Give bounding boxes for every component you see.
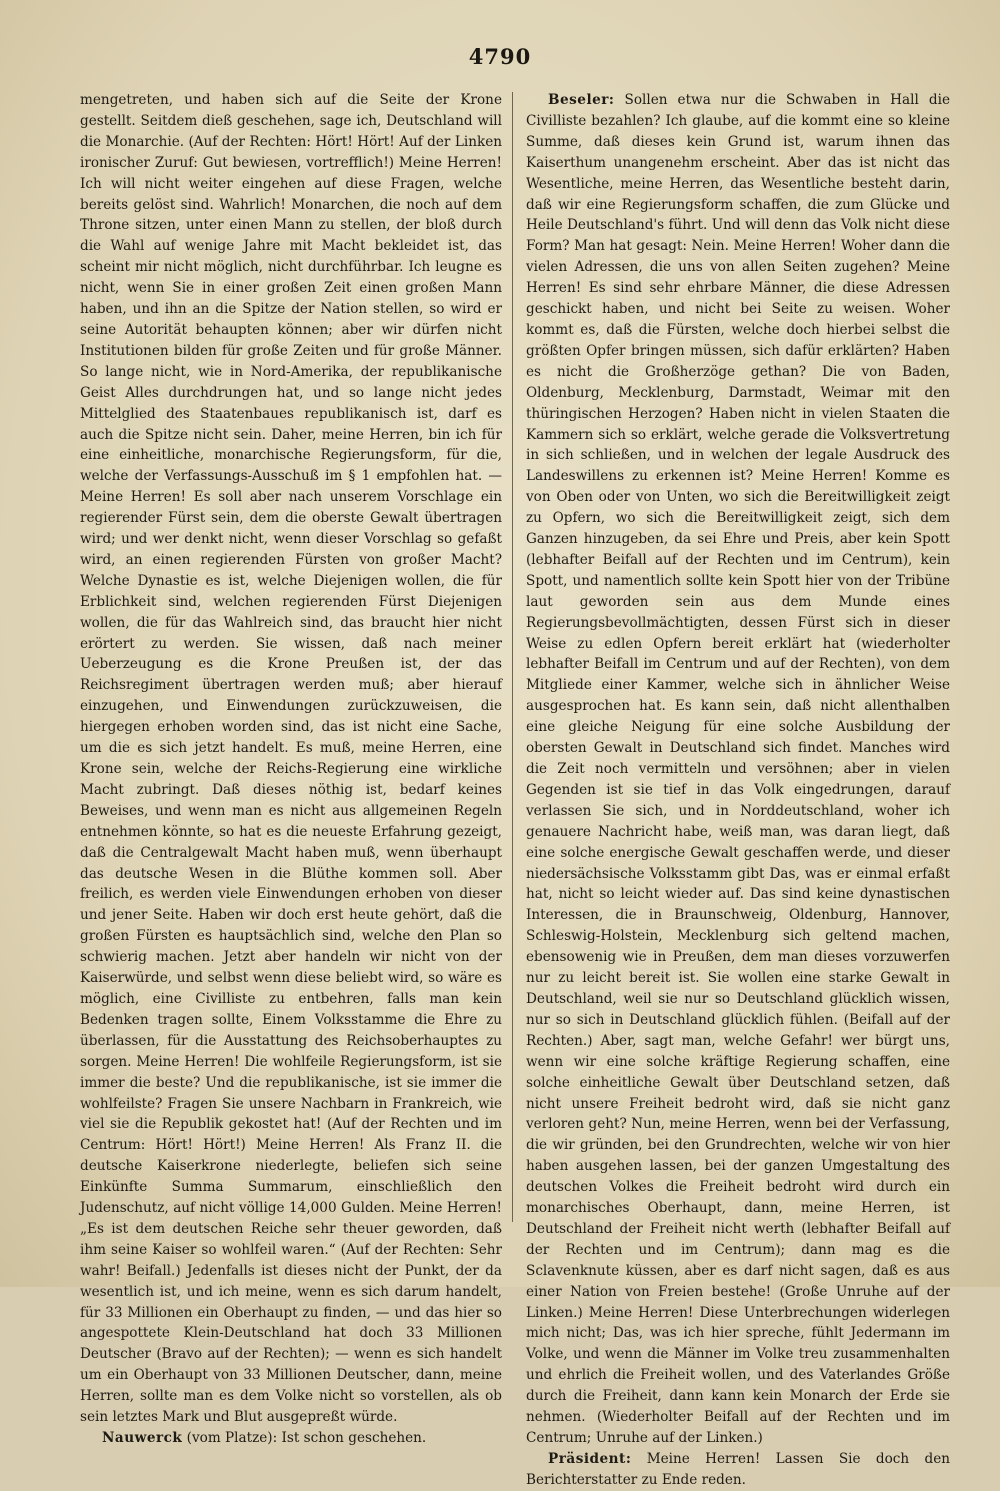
left-column-text: mengetreten, und haben sich auf die Seite der Krone gestellt. Seitdem dieß geschehen, sage ich, Deutschland will die Monarchie. (Auf der Rechten: Hört! Hört! Auf der Linken ironischer Zuruf: Gut bewiesen, vortrefflich!) Meine Herren! Ich will nicht weiter eingehen auf diese Fragen, welche bereits gelöst sind. Wahrlich! Monarchen, die noch auf dem Throne sitzen, unter einen Mann zu stellen, der bloß durch die Wahl auf wenige Jahre mit Macht bekleidet ist, das scheint mir nicht möglich, nicht durchführbar. Ich leugne es nicht, wenn Sie in einer großen Zeit einen großen Mann haben, und ihn an die Spitze der Nation stellen, so wird er seine Autorität behaupten können; aber wir dürfen nicht Institutionen bilden für große Zeiten und für große Männer. So lange nicht, wie in Nord-Amerika, der republikanische Geist Alles durchdrungen hat, und so lange nicht jedes Mittelglied des Staatenbaues republikanisch ist, darf es auch die Spitze nicht sein. Daher, meine Herren, bin ich für eine einheitliche, monarchische Regierungsform, für die, welche der Verfassungs-Ausschuß im § 1 empfohlen hat. — Meine Herren! Es soll aber nach unserem Vorschlage ein regierender Fürst sein, dem die oberste Gewalt übertragen wird; und wer denkt nicht, wenn dieser Vorschlag so gefaßt wird, an einen regierenden Fürsten von großer Macht? Welche Dynastie es ist, welche Diejenigen wollen, die für Erblichkeit sind, welchen regierenden Fürst Diejenigen wollen, die für das Wahlreich sind, das braucht hier nicht erörtert zu werden. Sie wissen, daß nach meiner Ueberzeugung es die Krone Preußen ist, der das Reichsregiment übertragen werden muß; aber hierauf einzugehen, und Einwendungen zurückzuweisen, die hiergegen erhoben worden sind, das ist nicht eine Sache, um die es sich jetzt handelt. Es muß, meine Herren, eine Krone sein, welche der Reichs-Regierung eine wirkliche Macht zubringt. Daß dieses nöthig ist, bedarf keines Beweises, und wenn man es nicht aus allgemeinen Regeln entnehmen könnte, so hat es die neueste Erfahrung gezeigt, daß die Centralgewalt Macht haben muß, wenn überhaupt das deutsche Wesen in die Blüthe kommen soll. Aber freilich, es werden viele Einwendungen erhoben von dieser und jener Seite. Haben wir doch erst heute gehört, daß die großen Fürsten es hauptsächlich sind, welche den Plan so schwierig machen. Jetzt aber handeln wir nicht von der Kaiserwürde, und selbst wenn diese beliebt wird, so wäre es möglich, eine Civilliste zu entbehren, falls man kein Bedenken tragen sollte, Einem Volksstamme die Ehre zu überlassen, für die Ausstattung des Reichsoberhauptes zu sorgen. Meine Herren! Die wohlfeile Regierungsform, ist sie immer die beste? Und die republikanische, ist sie immer die wohlfeilste? Fragen Sie unsere Nachbarn in Frankreich, wie viel sie die Republik gekostet hat! (Auf der Rechten und im Centrum: Hört! Hört!) Meine Herren! Als Franz II. die deutsche Kaiserkrone niederlegte, beliefen sich seine Einkünfte Summa Summarum, einschließlich den Judenschutz, auf nicht völlige 14,000 Gulden. Meine Herren! „Es ist dem deutschen Reiche sehr theuer geworden, daß ihm seine Kaiser so wohlfeil waren.“ (Auf der Rechten: Sehr wahr! Beifall.) Jedenfalls ist dieses nicht der Punkt, der da wesentlich ist, und ich meine, wenn es sich darum handelt, für 33 Millionen ein Oberhaupt zu finden, — und das hier so angespottete Klein-Deutschland hat doch 33 Millionen Deutscher (Bravo auf der Rechten); — wenn es sich handelt um ein Oberhaupt von 33 Millionen Deutscher, dann, meine Herren, sollte man es dem Volke nicht so vorstellen, als ob sein letztes Mark und Blut ausgepreßt würde.	[80, 92, 502, 1426]
left-column	[80, 90, 502, 1449]
right-column	[526, 90, 950, 1491]
speaker-name-nauwerck: Nauwerck	[102, 1430, 183, 1446]
speaker-name-president: Präsident:	[548, 1450, 632, 1467]
interjection-paragraph	[80, 1428, 502, 1449]
speech-president	[526, 1449, 950, 1491]
speech-text-beseler: Sollen etwa nur die Schwaben in Hall die Civilliste bezahlen? Ich glaube, auf die kommt eine so kleine Summe, daß dieses kein Grund ist, warum ihnen das Kaiserthum unangenehm erscheint. Aber das ist nicht das Wesentliche, meine Herren, das Wesentliche besteht darin, daß wir eine Regierungsform schaffen, die zum Glücke und Heile Deutschland's führt. Und will denn das Volk nicht diese Form? Man hat gesagt: Nein. Meine Herren! Woher dann die vielen Adressen, die uns von allen Seiten zugehen? Meine Herren! Es sind sehr ehrbare Männer, die diese Adressen geschickt haben, und nicht bei Seite zu weisen. Woher kommt es, daß die Fürsten, welche doch hierbei selbst die größten Opfer bringen müssen, sich dafür erklärten? Haben es nicht die Großherzöge gethan? Die von Baden, Oldenburg, Mecklenburg, Darmstadt, Weimar mit den thüringischen Herzogen? Haben nicht in vielen Staaten die Kammern sich so erklärt, welche gerade die Volksvertretung in sich schließen, und in welchen der legale Ausdruck des Landeswillens zu erkennen ist? Meine Herren! Komme es von Oben oder von Unten, wo sich die Bereitwilligkeit zeigt zu Opfern, wo sich die Bereitwilligkeit zeigt, sich dem Ganzen hinzugeben, da sei Ehre und Preis, aber kein Spott (lebhafter Beifall auf der Rechten und im Centrum), kein Spott, und namentlich sollte kein Spott hier von der Tribüne laut geworden sein aus dem Munde eines Regierungsbevollmächtigten, dessen Fürst sich in dieser Weise zu edlen Opfern bereit erklärt hat (wiederholter lebhafter Beifall im Centrum und auf der Rechten), von dem Mitgliede einer Kammer, welche sich in ähnlicher Weise ausgesprochen hat. Es kann sein, daß nicht allenthalben eine gleiche Neigung für eine solche Ausbildung der obersten Gewalt in Deutschland sich findet. Manches wird die Zeit noch vermitteln und versöhnen; aber in vielen Gegenden ist sie tief in das Volk eingedrungen, darauf verlassen Sie sich, und in Norddeutschland, woher ich genauere Nachricht habe, weiß man, was daran liegt, daß eine solche energische Gewalt geschaffen werde, und dieser niedersächsische Volksstamm gibt Das, was er einmal erfaßt hat, nicht so leicht wieder auf. Das sind keine dynastischen Interessen, die in Braunschweig, Oldenburg, Hannover, Schleswig-Holstein, Mecklenburg sich geltend machen, ebensowenig wie in Preußen, dem man dieses vorzuwerfen nur zu leicht bereit ist. Sie wollen eine starke Gewalt in Deutschland, weil sie nur so Deutschland glücklich wissen, nur so sich in Deutschland glücklich fühlen. (Beifall auf der Rechten.) Aber, sagt man, welche Gefahr! wer bürgt uns, wenn wir eine solche kräftige Regierung schaffen, eine solche einheitliche Gewalt über Deutschland setzen, daß nicht unsere Freiheit bedroht wird, daß sie nicht ganz verloren geht? Nun, meine Herren, wenn bei der Verfassung, die wir gründen, bei den Grundrechten, welche wir von hier haben ausgehen lassen, bei der ganzen Umgestaltung des deutschen Volkes die Freiheit bedroht wird durch ein monarchisches Oberhaupt, dann, meine Herren, ist Deutschland der Freiheit nicht werth (lebhafter Beifall auf der Rechten und im Centrum); dann mag es die Sclavenknute küssen, aber es darf nicht sagen, daß es aus einer Nation von Freien bestehe! (Große Unruhe auf der Linken.) Meine Herren! Diese Unterbrechungen widerlegen mich nicht; Das, was ich hier spreche, fühlt Jedermann im Volke, und wenn die Männer im Volke treu zusammenhalten und ehrlich die Freiheit wollen, und des Vaterlandes Größe durch die Freiheit, dann kann kein Monarch der Erde sie nehmen. (Wiederholter Beifall auf der Rechten und im Centrum; Unruhe auf der Linken.)	[526, 92, 950, 1446]
interjection-text: (vom Platze): Ist schon geschehen.	[186, 1430, 427, 1446]
speech-text-president: Meine Herren! Lassen Sie doch den Berichterstatter zu Ende reden.	[526, 1450, 950, 1488]
speech-beseler	[526, 90, 950, 1449]
page-number: 4790	[468, 44, 532, 69]
column-divider	[512, 92, 513, 1222]
speaker-name-beseler: Beseler:	[548, 92, 615, 108]
